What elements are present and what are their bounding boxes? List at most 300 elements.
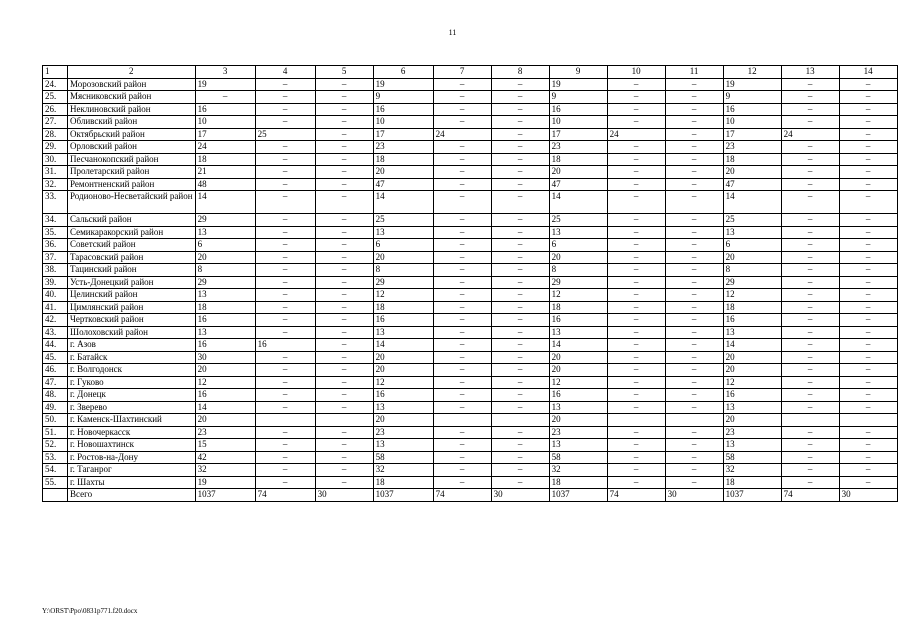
value-cell: 18 bbox=[723, 301, 781, 314]
table-total-row bbox=[43, 489, 898, 502]
value-cell: – bbox=[781, 251, 839, 264]
value-cell: – bbox=[491, 226, 549, 239]
row-number-cell: 44. bbox=[43, 339, 68, 352]
column-header: 14 bbox=[839, 66, 897, 79]
value-cell: 20 bbox=[549, 364, 607, 377]
value-cell: – bbox=[491, 364, 549, 377]
value-cell: 13 bbox=[723, 226, 781, 239]
value-cell: – bbox=[781, 464, 839, 477]
district-name-cell: Семикаракорский район bbox=[68, 226, 196, 239]
value-cell: – bbox=[781, 289, 839, 302]
value-cell: 6 bbox=[549, 239, 607, 252]
value-cell: – bbox=[781, 91, 839, 104]
value-cell: – bbox=[433, 264, 491, 277]
value-cell: – bbox=[315, 314, 373, 327]
value-cell: – bbox=[433, 226, 491, 239]
value-cell: 20 bbox=[195, 251, 255, 264]
value-cell: 19 bbox=[373, 78, 433, 91]
value-cell: – bbox=[781, 364, 839, 377]
table-row bbox=[43, 464, 898, 477]
value-cell: – bbox=[491, 301, 549, 314]
value-cell: 30 bbox=[195, 351, 255, 364]
value-cell: – bbox=[665, 226, 723, 239]
value-cell: 23 bbox=[373, 141, 433, 154]
value-cell: 12 bbox=[549, 289, 607, 302]
value-cell: 16 bbox=[723, 103, 781, 116]
row-number-cell: 39. bbox=[43, 276, 68, 289]
row-number-cell bbox=[43, 489, 68, 502]
district-name-cell: Чертковский район bbox=[68, 314, 196, 327]
column-header: 12 bbox=[723, 66, 781, 79]
value-cell: – bbox=[433, 464, 491, 477]
table-row bbox=[43, 314, 898, 327]
value-cell: 15 bbox=[195, 439, 255, 452]
value-cell: – bbox=[433, 326, 491, 339]
value-cell: – bbox=[255, 426, 315, 439]
value-cell: – bbox=[255, 351, 315, 364]
table-row bbox=[43, 78, 898, 91]
value-cell: – bbox=[255, 78, 315, 91]
district-name-cell: г. Батайск bbox=[68, 351, 196, 364]
value-cell: 32 bbox=[195, 464, 255, 477]
value-cell: 58 bbox=[373, 451, 433, 464]
value-cell: – bbox=[433, 351, 491, 364]
value-cell: – bbox=[491, 166, 549, 179]
value-cell: – bbox=[315, 464, 373, 477]
value-cell: 12 bbox=[195, 376, 255, 389]
district-name-cell: Пролетарский район bbox=[68, 166, 196, 179]
value-cell: – bbox=[255, 364, 315, 377]
value-cell: – bbox=[491, 464, 549, 477]
value-cell: – bbox=[839, 401, 897, 414]
value-cell: – bbox=[315, 251, 373, 264]
value-cell: – bbox=[491, 276, 549, 289]
district-name-cell: г. Новошахтинск bbox=[68, 439, 196, 452]
value-cell: – bbox=[491, 401, 549, 414]
table-row bbox=[43, 426, 898, 439]
value-cell: – bbox=[839, 226, 897, 239]
value-cell: 29 bbox=[195, 276, 255, 289]
value-cell: 10 bbox=[195, 116, 255, 129]
value-cell: 14 bbox=[723, 339, 781, 352]
value-cell: 29 bbox=[373, 276, 433, 289]
row-number-cell: 32. bbox=[43, 178, 68, 191]
value-cell: – bbox=[839, 153, 897, 166]
row-number-cell: 26. bbox=[43, 103, 68, 116]
value-cell: 16 bbox=[195, 314, 255, 327]
value-cell: – bbox=[255, 91, 315, 104]
value-cell: 29 bbox=[723, 276, 781, 289]
value-cell: 20 bbox=[723, 414, 781, 427]
value-cell: – bbox=[607, 78, 665, 91]
column-header: 13 bbox=[781, 66, 839, 79]
value-cell: 74 bbox=[433, 489, 491, 502]
value-cell: – bbox=[607, 153, 665, 166]
value-cell: – bbox=[315, 166, 373, 179]
value-cell: – bbox=[607, 451, 665, 464]
table-row bbox=[43, 264, 898, 277]
column-header: 8 bbox=[491, 66, 549, 79]
value-cell: 16 bbox=[195, 389, 255, 402]
value-cell: – bbox=[315, 116, 373, 129]
value-cell: 14 bbox=[195, 401, 255, 414]
table-row bbox=[43, 214, 898, 227]
value-cell: – bbox=[607, 401, 665, 414]
value-cell: – bbox=[433, 364, 491, 377]
value-cell: 12 bbox=[723, 376, 781, 389]
row-number-cell: 40. bbox=[43, 289, 68, 302]
value-cell: 20 bbox=[723, 351, 781, 364]
value-cell: 6 bbox=[195, 239, 255, 252]
district-name-cell: Мясниковский район bbox=[68, 91, 196, 104]
value-cell: 25 bbox=[373, 214, 433, 227]
value-cell: – bbox=[255, 264, 315, 277]
value-cell: – bbox=[491, 153, 549, 166]
value-cell: – bbox=[491, 389, 549, 402]
table-row bbox=[43, 351, 898, 364]
value-cell: – bbox=[665, 141, 723, 154]
value-cell: – bbox=[433, 476, 491, 489]
value-cell: 23 bbox=[723, 141, 781, 154]
value-cell: 12 bbox=[373, 376, 433, 389]
row-number-cell: 30. bbox=[43, 153, 68, 166]
row-number-cell: 31. bbox=[43, 166, 68, 179]
value-cell: – bbox=[781, 351, 839, 364]
value-cell: – bbox=[255, 401, 315, 414]
value-cell: – bbox=[665, 364, 723, 377]
value-cell: – bbox=[433, 178, 491, 191]
table-row bbox=[43, 339, 898, 352]
value-cell: – bbox=[255, 451, 315, 464]
district-name-cell: г. Таганрог bbox=[68, 464, 196, 477]
value-cell: 13 bbox=[549, 226, 607, 239]
value-cell: – bbox=[255, 178, 315, 191]
value-cell: – bbox=[839, 376, 897, 389]
value-cell: – bbox=[255, 301, 315, 314]
value-cell: 13 bbox=[373, 439, 433, 452]
value-cell: – bbox=[315, 389, 373, 402]
row-number-cell: 28. bbox=[43, 128, 68, 141]
value-cell: – bbox=[255, 153, 315, 166]
value-cell: – bbox=[665, 214, 723, 227]
district-name-cell: г. Зверево bbox=[68, 401, 196, 414]
district-name-cell: Целинский район bbox=[68, 289, 196, 302]
table-row bbox=[43, 326, 898, 339]
table-row bbox=[43, 276, 898, 289]
value-cell: 20 bbox=[373, 351, 433, 364]
value-cell: – bbox=[665, 301, 723, 314]
value-cell: – bbox=[665, 91, 723, 104]
value-cell: – bbox=[839, 364, 897, 377]
value-cell: 32 bbox=[373, 464, 433, 477]
value-cell: 58 bbox=[723, 451, 781, 464]
value-cell: – bbox=[315, 128, 373, 141]
value-cell: 9 bbox=[723, 91, 781, 104]
district-name-cell: г. Волгодонск bbox=[68, 364, 196, 377]
value-cell: 23 bbox=[195, 426, 255, 439]
value-cell: – bbox=[607, 264, 665, 277]
value-cell: – bbox=[665, 153, 723, 166]
value-cell: – bbox=[491, 476, 549, 489]
value-cell: – bbox=[491, 426, 549, 439]
value-cell: 13 bbox=[195, 289, 255, 302]
value-cell: – bbox=[781, 326, 839, 339]
value-cell: – bbox=[255, 376, 315, 389]
value-cell: – bbox=[315, 364, 373, 377]
value-cell: 19 bbox=[195, 476, 255, 489]
value-cell: – bbox=[491, 141, 549, 154]
value-cell: 13 bbox=[549, 326, 607, 339]
value-cell: 20 bbox=[549, 414, 607, 427]
value-cell: 74 bbox=[607, 489, 665, 502]
value-cell: – bbox=[839, 116, 897, 129]
value-cell: 19 bbox=[723, 78, 781, 91]
value-cell: – bbox=[665, 289, 723, 302]
value-cell: – bbox=[665, 166, 723, 179]
page-number: 11 bbox=[448, 28, 457, 37]
district-name-cell: Неклиновский район bbox=[68, 103, 196, 116]
value-cell: – bbox=[491, 251, 549, 264]
value-cell: 1037 bbox=[549, 489, 607, 502]
value-cell: – bbox=[781, 376, 839, 389]
value-cell: 1037 bbox=[195, 489, 255, 502]
value-cell: 12 bbox=[723, 289, 781, 302]
value-cell: 10 bbox=[723, 116, 781, 129]
value-cell: – bbox=[607, 191, 665, 214]
value-cell: 14 bbox=[723, 191, 781, 214]
value-cell: – bbox=[315, 264, 373, 277]
district-name-cell: Советский район bbox=[68, 239, 196, 252]
value-cell: – bbox=[315, 301, 373, 314]
row-number-cell: 55. bbox=[43, 476, 68, 489]
value-cell: 12 bbox=[373, 289, 433, 302]
value-cell: 19 bbox=[549, 78, 607, 91]
value-cell: – bbox=[839, 91, 897, 104]
row-number-cell: 33. bbox=[43, 191, 68, 214]
table-row bbox=[43, 153, 898, 166]
value-cell: – bbox=[607, 116, 665, 129]
district-name-cell: Тарасовский район bbox=[68, 251, 196, 264]
value-cell: – bbox=[665, 326, 723, 339]
value-cell: 47 bbox=[723, 178, 781, 191]
value-cell: – bbox=[781, 401, 839, 414]
value-cell: – bbox=[839, 239, 897, 252]
table-row bbox=[43, 116, 898, 129]
value-cell: – bbox=[315, 476, 373, 489]
district-name-cell: Тацинский район bbox=[68, 264, 196, 277]
column-header: 3 bbox=[195, 66, 255, 79]
value-cell: 20 bbox=[195, 414, 255, 427]
value-cell: – bbox=[433, 116, 491, 129]
row-number-cell: 41. bbox=[43, 301, 68, 314]
value-cell: – bbox=[839, 301, 897, 314]
value-cell: 16 bbox=[549, 103, 607, 116]
value-cell: – bbox=[839, 339, 897, 352]
value-cell: – bbox=[433, 103, 491, 116]
value-cell: 16 bbox=[195, 339, 255, 352]
table-row bbox=[43, 414, 898, 427]
table-header-row bbox=[43, 66, 898, 79]
value-cell: – bbox=[607, 178, 665, 191]
table-row bbox=[43, 251, 898, 264]
value-cell: 20 bbox=[723, 166, 781, 179]
value-cell: – bbox=[255, 214, 315, 227]
value-cell: – bbox=[433, 239, 491, 252]
value-cell: – bbox=[839, 464, 897, 477]
value-cell: 14 bbox=[549, 339, 607, 352]
value-cell: – bbox=[491, 451, 549, 464]
value-cell: – bbox=[195, 91, 255, 104]
value-cell: – bbox=[255, 464, 315, 477]
value-cell: – bbox=[491, 78, 549, 91]
district-name-cell: Шолоховский район bbox=[68, 326, 196, 339]
value-cell: – bbox=[491, 326, 549, 339]
value-cell: 8 bbox=[373, 264, 433, 277]
value-cell: – bbox=[315, 191, 373, 214]
district-name-cell: г. Новочеркасск bbox=[68, 426, 196, 439]
value-cell: 20 bbox=[373, 166, 433, 179]
value-cell: 16 bbox=[195, 103, 255, 116]
value-cell: 13 bbox=[195, 226, 255, 239]
value-cell: 18 bbox=[723, 153, 781, 166]
value-cell: – bbox=[665, 191, 723, 214]
value-cell: 30 bbox=[839, 489, 897, 502]
row-number-cell: 43. bbox=[43, 326, 68, 339]
value-cell: – bbox=[255, 251, 315, 264]
value-cell: – bbox=[433, 91, 491, 104]
value-cell: – bbox=[255, 439, 315, 452]
value-cell bbox=[839, 414, 897, 427]
value-cell: – bbox=[433, 376, 491, 389]
value-cell: 13 bbox=[723, 439, 781, 452]
value-cell: 21 bbox=[195, 166, 255, 179]
row-number-cell: 45. bbox=[43, 351, 68, 364]
value-cell: 13 bbox=[373, 226, 433, 239]
value-cell: – bbox=[665, 451, 723, 464]
value-cell: 14 bbox=[195, 191, 255, 214]
value-cell: – bbox=[491, 91, 549, 104]
value-cell: – bbox=[665, 239, 723, 252]
value-cell: 18 bbox=[373, 476, 433, 489]
value-cell: – bbox=[781, 141, 839, 154]
value-cell: 58 bbox=[549, 451, 607, 464]
value-cell: 24 bbox=[433, 128, 491, 141]
row-number-cell: 29. bbox=[43, 141, 68, 154]
value-cell: – bbox=[255, 166, 315, 179]
table-row bbox=[43, 301, 898, 314]
district-name-cell: Родионово-Несветайский район bbox=[68, 191, 196, 214]
value-cell: – bbox=[491, 351, 549, 364]
value-cell: – bbox=[665, 264, 723, 277]
value-cell: – bbox=[433, 276, 491, 289]
value-cell: 9 bbox=[373, 91, 433, 104]
row-number-cell: 49. bbox=[43, 401, 68, 414]
district-name-cell: г. Шахты bbox=[68, 476, 196, 489]
value-cell: – bbox=[255, 389, 315, 402]
value-cell: – bbox=[781, 339, 839, 352]
column-header: 5 bbox=[315, 66, 373, 79]
value-cell: – bbox=[315, 239, 373, 252]
value-cell: – bbox=[433, 439, 491, 452]
value-cell: 29 bbox=[195, 214, 255, 227]
row-number-cell: 37. bbox=[43, 251, 68, 264]
value-cell: – bbox=[491, 264, 549, 277]
value-cell: 18 bbox=[195, 153, 255, 166]
table-row bbox=[43, 364, 898, 377]
value-cell: 17 bbox=[195, 128, 255, 141]
value-cell: – bbox=[839, 314, 897, 327]
data-table bbox=[42, 65, 898, 502]
value-cell: – bbox=[607, 103, 665, 116]
value-cell: 25 bbox=[723, 214, 781, 227]
row-number-cell: 27. bbox=[43, 116, 68, 129]
value-cell: 8 bbox=[549, 264, 607, 277]
value-cell bbox=[315, 414, 373, 427]
table-row bbox=[43, 389, 898, 402]
value-cell: – bbox=[781, 314, 839, 327]
value-cell: – bbox=[665, 103, 723, 116]
value-cell: 13 bbox=[549, 401, 607, 414]
value-cell: – bbox=[433, 191, 491, 214]
row-number-cell: 42. bbox=[43, 314, 68, 327]
value-cell: 6 bbox=[723, 239, 781, 252]
value-cell: – bbox=[839, 276, 897, 289]
value-cell: – bbox=[255, 314, 315, 327]
value-cell: 18 bbox=[195, 301, 255, 314]
value-cell: – bbox=[607, 166, 665, 179]
value-cell: 18 bbox=[549, 476, 607, 489]
value-cell: – bbox=[433, 153, 491, 166]
value-cell: 13 bbox=[373, 401, 433, 414]
value-cell: – bbox=[607, 276, 665, 289]
value-cell: 18 bbox=[373, 301, 433, 314]
value-cell: – bbox=[255, 141, 315, 154]
value-cell: – bbox=[315, 214, 373, 227]
row-number-cell: 36. bbox=[43, 239, 68, 252]
row-number-cell: 46. bbox=[43, 364, 68, 377]
value-cell: – bbox=[665, 476, 723, 489]
value-cell: – bbox=[781, 264, 839, 277]
value-cell: – bbox=[607, 376, 665, 389]
value-cell: – bbox=[781, 226, 839, 239]
value-cell: 16 bbox=[549, 314, 607, 327]
value-cell: – bbox=[665, 439, 723, 452]
table-row bbox=[43, 439, 898, 452]
value-cell: – bbox=[781, 301, 839, 314]
column-header: 9 bbox=[549, 66, 607, 79]
district-name-cell: г. Донецк bbox=[68, 389, 196, 402]
value-cell: 10 bbox=[549, 116, 607, 129]
value-cell: – bbox=[315, 351, 373, 364]
value-cell: – bbox=[839, 191, 897, 214]
value-cell: 24 bbox=[195, 141, 255, 154]
value-cell: – bbox=[607, 364, 665, 377]
value-cell: 20 bbox=[373, 364, 433, 377]
value-cell: – bbox=[839, 141, 897, 154]
value-cell: – bbox=[433, 389, 491, 402]
value-cell: – bbox=[781, 116, 839, 129]
district-name-cell: г. Гуково bbox=[68, 376, 196, 389]
value-cell: 20 bbox=[373, 251, 433, 264]
value-cell: – bbox=[433, 301, 491, 314]
value-cell: 23 bbox=[723, 426, 781, 439]
value-cell bbox=[491, 414, 549, 427]
value-cell: – bbox=[607, 476, 665, 489]
table-row bbox=[43, 128, 898, 141]
value-cell: – bbox=[665, 376, 723, 389]
table-row bbox=[43, 91, 898, 104]
value-cell: – bbox=[607, 464, 665, 477]
